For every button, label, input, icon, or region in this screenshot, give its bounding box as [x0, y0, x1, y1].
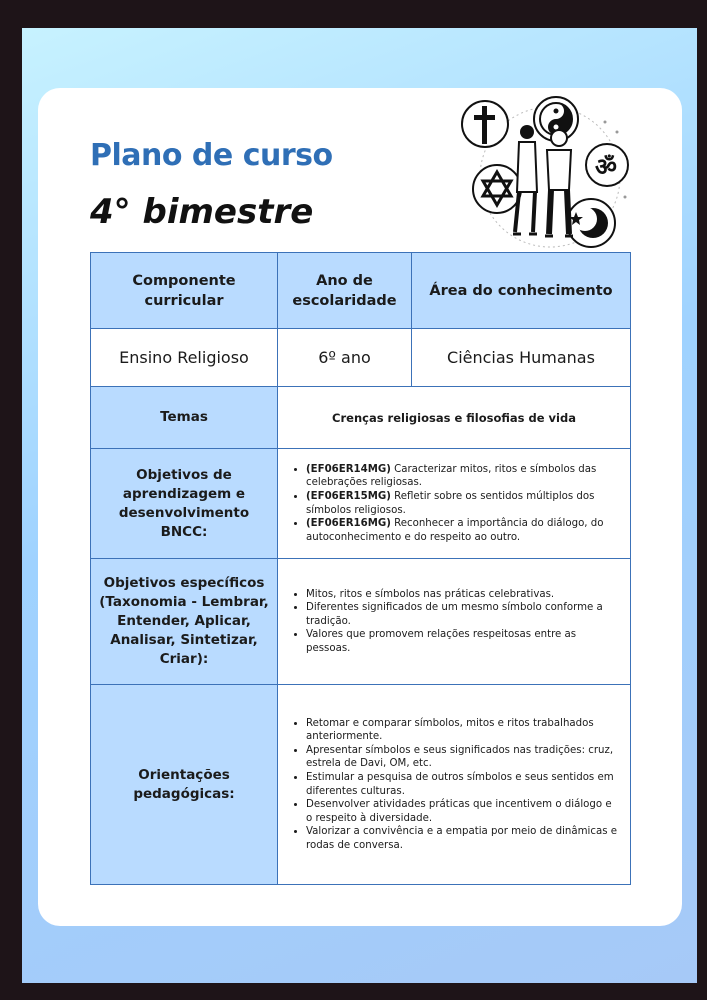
list-item: • (EF06ER16MG) Reconhecer a importância do diálogo, do autoconhecimento e do respeito ao outro. [306, 517, 620, 544]
objetivos-especificos-label: Objetivos específicos (Taxonomia - Lembrar, Entender, Aplicar, Analisar, Sintetizar, Criar): [91, 559, 278, 685]
objetivos-especificos-list [290, 588, 620, 656]
orientacoes-row [91, 685, 631, 885]
value-ano: 6º ano [278, 329, 412, 387]
objetivos-especificos-list-cell [278, 559, 631, 685]
list-item: • Desenvolver atividades práticas que incentivem o diálogo e o respeito à diversidade. [306, 798, 620, 825]
list-item: • (EF06ER14MG) Caracterizar mitos, ritos e símbolos das celebrações religiosas. [306, 463, 620, 490]
header-componente: Componente curricular [91, 253, 278, 329]
list-item: • Apresentar símbolos e seus significados nas tradições: cruz, estrela de Davi, OM, etc. [306, 744, 620, 771]
header-row [91, 253, 631, 329]
page-subtitle: 4° bimestre [90, 192, 314, 232]
objetivos-bncc-list [290, 463, 620, 545]
orientacoes-list [290, 717, 620, 853]
om-icon [586, 144, 628, 186]
header-area: Área do conhecimento [412, 253, 631, 329]
values-row [91, 329, 631, 387]
orientacoes-list-cell [278, 685, 631, 885]
value-area: Ciências Humanas [412, 329, 631, 387]
temas-label: Temas [91, 387, 278, 449]
list-item: • Mitos, ritos e símbolos nas práticas celebrativas. [306, 588, 620, 602]
objetivos-bncc-label: Objetivos de aprendizagem e desenvolvimento BNCC: [91, 449, 278, 559]
cross-icon [462, 101, 508, 147]
list-item: • Diferentes significados de um mesmo símbolo conforme a tradição. [306, 601, 620, 628]
list-item: • Valorizar a convivência e a empatia por meio de dinâmicas e rodas de conversa. [306, 825, 620, 852]
crescent-star-icon [567, 199, 615, 247]
orientacoes-label: Orientações pedagógicas: [91, 685, 278, 885]
page-title: Plano de curso [90, 138, 333, 173]
objetivos-bncc-list-cell [278, 449, 631, 559]
people-illustration [513, 125, 573, 236]
religions-illustration [455, 92, 645, 252]
objetivos-especificos-row [91, 559, 631, 685]
header-ano: Ano de escolaridade [278, 253, 412, 329]
course-plan-table [90, 252, 631, 885]
list-item: • Valores que promovem relações respeitosas entre as pessoas. [306, 628, 620, 655]
star-of-david-icon [473, 165, 521, 213]
temas-row [91, 387, 631, 449]
objetivos-bncc-row [91, 449, 631, 559]
list-item: • (EF06ER15MG) Refletir sobre os sentidos múltiplos dos símbolos religiosos. [306, 490, 620, 517]
svg-text:ॐ: ॐ [595, 153, 617, 181]
value-componente: Ensino Religioso [91, 329, 278, 387]
list-item: • Retomar e comparar símbolos, mitos e ritos trabalhados anteriormente. [306, 717, 620, 744]
list-item: • Estimular a pesquisa de outros símbolos e seus sentidos em diferentes culturas. [306, 771, 620, 798]
temas-value: Crenças religiosas e filosofias de vida [278, 387, 631, 449]
